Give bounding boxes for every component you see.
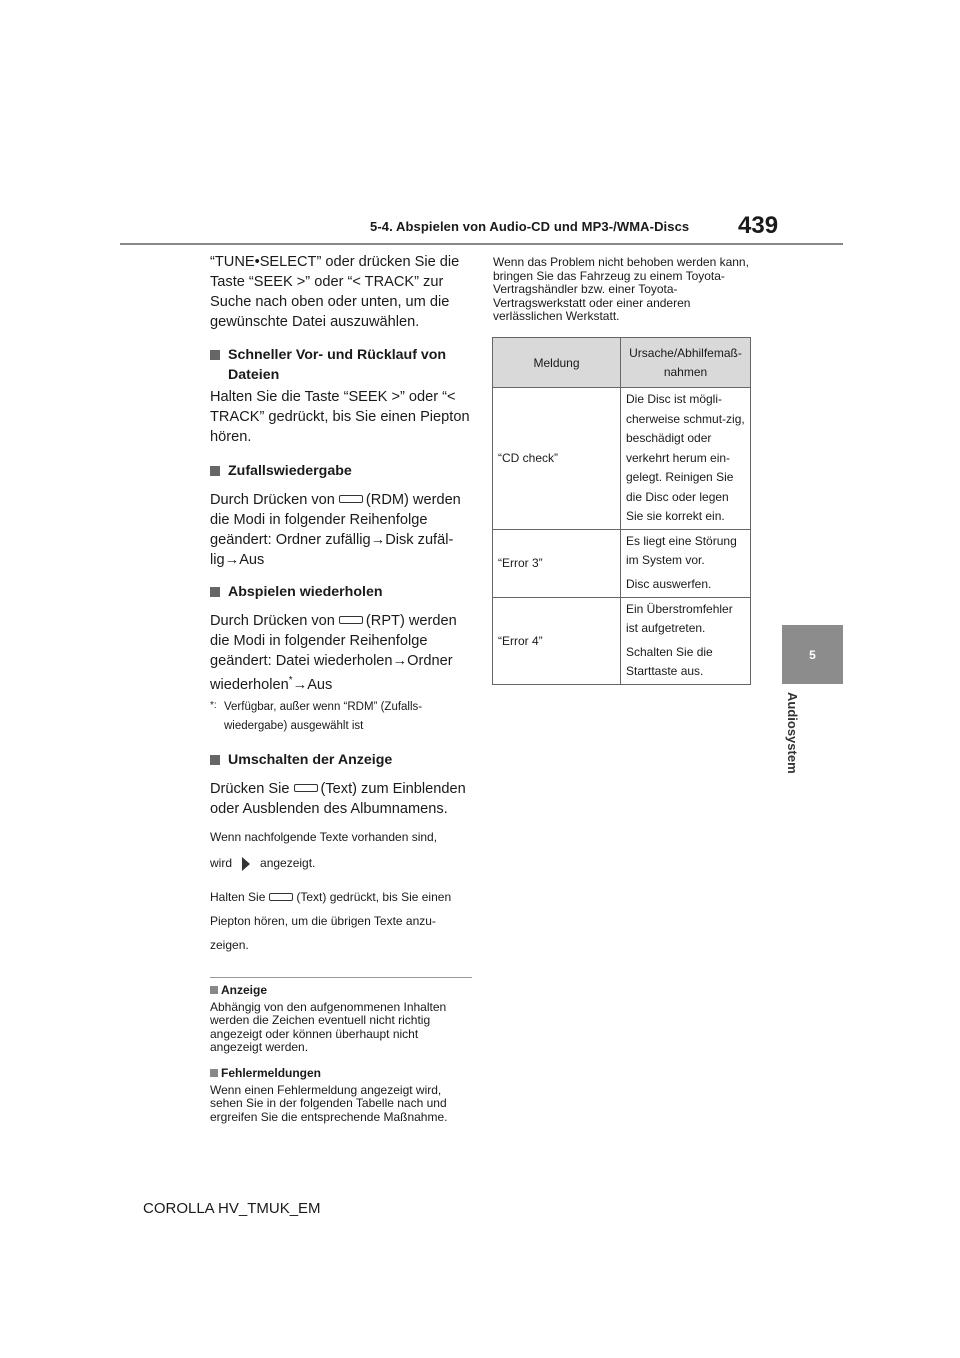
footer-model-code: COROLLA HV_TMUK_EM xyxy=(143,1200,321,1217)
rpt-button-icon xyxy=(339,616,363,624)
table-header-remedy: Ursache/Abhilfemaß-nahmen xyxy=(621,338,751,388)
square-bullet-icon xyxy=(210,350,220,360)
section-body-display: Drücken Sie (Text) zum Einblenden oder Ausblenden des Albumnamens. xyxy=(210,780,466,817)
square-bullet-icon xyxy=(210,466,220,476)
square-bullet-icon xyxy=(210,587,220,597)
table-row xyxy=(493,388,751,530)
text-button-icon xyxy=(269,893,293,901)
left-column xyxy=(210,252,472,1124)
section-body-fast: Halten Sie die Taste “SEEK >” oder “< TRACK” gedrückt, bis Sie einen Piepton hören. xyxy=(210,389,470,445)
error-message-table xyxy=(492,337,751,685)
chapter-title: Audiosystem xyxy=(785,692,800,774)
chapter-label xyxy=(760,692,840,792)
note-body-anzeige: Abhängig von den aufgenommenen Inhalten werden die Zeichen eventuell nicht richtig angezeigt oder können überhaupt nicht angezeigt werden. xyxy=(210,999,447,1055)
note-body-fehlermeldungen: Wenn einen Fehlermeldung angezeigt wird, sehen Sie in der folgenden Tabelle nach und ergreifen Sie die entsprechende Maßnahme. xyxy=(210,1082,448,1124)
chapter-tab: 5 xyxy=(782,625,843,684)
note-heading-anzeige: Anzeige xyxy=(210,983,472,998)
header-rule xyxy=(120,243,843,245)
intro-paragraph: “TUNE•SELECT” oder drücken Sie die Taste “SEEK >” oder “< TRACK” zur Suche nach oben oder unten, um die gewünschte Datei auszuwählen. xyxy=(210,254,460,330)
section-heading-repeat: Abspielen wiederholen xyxy=(210,582,472,602)
table-header-row xyxy=(493,338,751,388)
page-number: 439 xyxy=(738,212,779,239)
table-cell-remedy: Die Disc ist mögli-cherweise schmut-zig, beschädigt oder verkehrt herum ein-gelegt. Reinigen Sie die Disc oder legen Sie sie korrekt ein. xyxy=(621,388,751,530)
table-cell-message: “Error 4” xyxy=(493,597,621,684)
table-row xyxy=(493,529,751,597)
table-cell-message: “CD check” xyxy=(493,388,621,530)
section-heading-fast: Schneller Vor- und Rücklauf von Dateien xyxy=(210,345,472,385)
table-cell-remedy: Ein Überstromfehler ist aufgetreten. Schalten Sie die Starttaste aus. xyxy=(621,597,751,684)
square-bullet-icon xyxy=(210,755,220,765)
section-heading-random: Zufallswiedergabe xyxy=(210,461,472,481)
rdm-button-icon xyxy=(339,495,363,503)
right-column xyxy=(493,256,758,324)
table-header-message: Meldung xyxy=(493,338,621,388)
more-text-arrow-icon xyxy=(242,857,250,871)
text-button-icon xyxy=(294,784,318,792)
right-intro-paragraph: Wenn das Problem nicht behoben werden kann, bringen Sie das Fahrzeug zu einem Toyota-Vertragshändler bzw. einer Toyota-Vertragswerkstatt oder einer anderen verlässlichen Werkstatt. xyxy=(493,255,749,323)
display-note-2: wird angezeigt. xyxy=(210,855,316,870)
table-cell-remedy: Es liegt eine Störung im System vor. Disc auswerfen. xyxy=(621,529,751,597)
square-bullet-icon xyxy=(210,986,218,994)
section-body-repeat: Durch Drücken von (RPT) werden die Modi in folgender Reihenfolge geändert: Datei wiederholen→Ordner wiederholen*→Aus xyxy=(210,613,457,693)
running-head: 5-4. Abspielen von Audio-CD und MP3-/WMA-Discs xyxy=(370,219,690,234)
table-cell-message: “Error 3” xyxy=(493,529,621,597)
note-heading-fehlermeldungen: Fehlermeldungen xyxy=(210,1066,472,1081)
section-body-random: Durch Drücken von (RDM) werden die Modi in folgender Reihenfolge geändert: Ordner zufällig→Disk zufäl-lig→Aus xyxy=(210,492,461,568)
square-bullet-icon xyxy=(210,1069,218,1077)
footnote: *: Verfügbar, außer wenn “RDM” (Zufalls-wiedergabe) ausgewählt ist xyxy=(210,699,423,732)
display-note-1: Wenn nachfolgende Texte vorhanden sind, xyxy=(210,829,438,844)
table-row xyxy=(493,597,751,684)
display-note-3: Halten Sie (Text) gedrückt, bis Sie einen Piepton hören, um die übrigen Texte anzu-zeigen. xyxy=(210,889,452,952)
section-heading-display: Umschalten der Anzeige xyxy=(210,750,472,770)
